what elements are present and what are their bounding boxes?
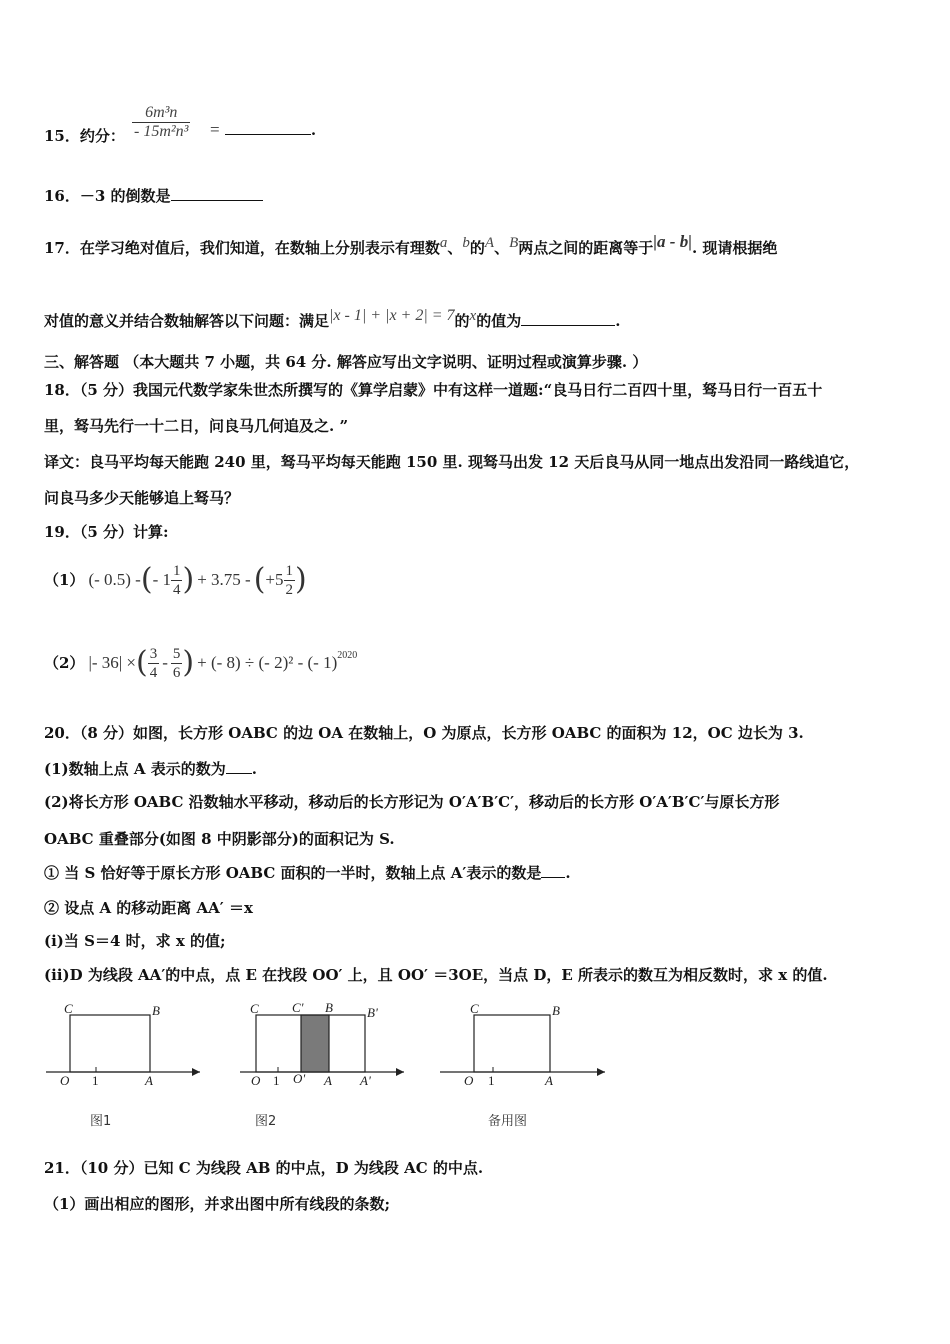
q20-line-7: (ⅰ)当 S＝4 时，求 x 的值; — [44, 932, 226, 950]
q19-p2-minus: - — [162, 653, 168, 672]
q19-p1-frac2-num: 1 — [285, 562, 294, 579]
q20-line-3: (2)将长方形 OABC 沿数轴水平移动，移动后的长方形记为 O′A′B′C′，移动后的长方形 O′A′B′C′与原长方形 — [44, 793, 780, 811]
q17-answer-blank[interactable] — [521, 311, 615, 326]
q19-p1-frac1-num: 1 — [172, 562, 181, 579]
q17-text-5: 的 — [454, 312, 470, 330]
q20-part1-blank[interactable] — [226, 759, 252, 774]
q19-p2-term-1: |- 36| × — [88, 653, 136, 672]
q19-p1-term-2: - 1 — [152, 570, 171, 589]
q15-fraction — [132, 104, 190, 141]
q17-sep-1: 、 — [447, 239, 463, 257]
q15-equals: = — [210, 120, 220, 139]
q19-p2-frac2-num: 5 — [172, 645, 181, 662]
fig2-label-1: 1 — [273, 1073, 280, 1088]
fig2-label-Bprime: B' — [367, 1005, 378, 1020]
figure-1 — [46, 1001, 200, 1088]
q17-text-2: 两点之间的距离等于 — [518, 239, 654, 257]
q17-var-b: b — [462, 235, 470, 251]
q19-p2-frac1-num: 3 — [149, 645, 158, 662]
q17-de: 的 — [469, 239, 485, 257]
fig3-label-A: A — [545, 1073, 553, 1088]
q20-part1-text: (1)数轴上点 A 表示的数为 — [44, 760, 226, 778]
q20-line-4: OABC 重叠部分(如图 8 中阴影部分)的面积记为 S. — [44, 830, 395, 848]
q20-part1-period: . — [251, 760, 257, 778]
q19-p2-term-2: + (- 8) ÷ (- 2)² - (- 1) — [197, 653, 338, 672]
q17-text-3: . 现请根据绝 — [691, 239, 778, 257]
q16-line — [44, 186, 263, 206]
q19-p2-frac1-den: 4 — [149, 664, 158, 681]
q19-p1-label: （1） — [44, 571, 85, 589]
q19-part-1: （1） (- 0.5) - ( - 1 $\frac{1}{4}$ ) + 3.75 - ( +5 $\frac{1}{2}$ ) — [44, 562, 307, 598]
q20-figures — [0, 995, 950, 1135]
q19-p2-exponent: 2020 — [337, 650, 358, 661]
q19-p2-label: （2） — [44, 654, 85, 672]
figure-3 — [440, 1001, 605, 1088]
q21-line-1: 21．（10 分）已知 C 为线段 AB 的中点，D 为线段 AC 的中点. — [44, 1159, 484, 1177]
fig3-caption: 备用图 — [488, 1114, 528, 1129]
q19-part-2: （2） |- 36| × ( $\frac{3}{4}$ - $\frac{5}{6}$ ) + (- 8) ÷ (- 2)² - (- 1) 2020 — [44, 645, 358, 681]
figure-2 — [240, 1000, 404, 1088]
section-3-heading: 三、解答题 （本大题共 7 小题，共 64 分. 解答应写出文字说明、证明过程或演算步骤. ） — [44, 353, 648, 371]
q18-line-2: 里，驽马先行一十二日，问良马几何追及之. ” — [44, 417, 349, 435]
q17-var-x: x — [469, 308, 477, 324]
q20-circle1-blank[interactable] — [541, 863, 565, 878]
q19-p2-frac2-den: 6 — [172, 664, 181, 681]
q20-line-5 — [44, 863, 571, 883]
q17-var-a: a — [439, 235, 448, 251]
fig2-overlap-shaded — [301, 1015, 329, 1072]
q18-line-3: 译文：良马平均每天能跑 240 里，驽马平均每天能跑 150 里. 现驽马出发 12 天后良马从同一地点出发沿同一路线追它， — [44, 453, 860, 471]
fig2-label-A: A — [324, 1073, 332, 1088]
fig2-label-Aprime: A' — [360, 1073, 371, 1088]
q19-p1-term-3: + 3.75 - — [197, 570, 251, 589]
q20-circle1-text: ① 当 S 恰好等于原长方形 OABC 面积的一半时，数轴上点 A′表示的数是 — [44, 864, 542, 882]
q19-p1-term-1: (- 0.5) - — [88, 570, 141, 589]
q17-point-A: A — [484, 235, 495, 251]
q20-circle1-period: . — [565, 864, 571, 882]
q19-p1-term-4: +5 — [265, 570, 284, 589]
fig2-caption: 图2 — [255, 1114, 277, 1129]
q17-line-2 — [44, 306, 620, 331]
q18-line-4: 问良马多少天能够追上驽马？ — [44, 489, 240, 507]
q17-text-6: 的值为 — [476, 312, 522, 330]
q16-answer-blank[interactable] — [171, 186, 263, 201]
fig2-label-Oprime: O' — [293, 1071, 306, 1086]
fig1-label-C: C — [64, 1001, 73, 1016]
fig1-label-O: O — [60, 1073, 70, 1088]
fig3-label-C: C — [470, 1001, 479, 1016]
q17-equation: |x - 1| + |x + 2| = 7 — [329, 307, 455, 324]
q15-period: . — [310, 121, 317, 139]
q17-point-B: B — [509, 235, 519, 251]
fig2-label-B: B — [325, 1000, 333, 1015]
q17-text-1: 17．在学习绝对值后，我们知道，在数轴上分别表示有理数 — [44, 239, 440, 257]
q19-heading: 19．（5 分）计算: — [44, 523, 169, 541]
q15-label: 15．约分： — [44, 127, 125, 145]
fig2-label-Cprime: C' — [292, 1000, 304, 1015]
q17-period: . — [615, 312, 621, 330]
fig1-label-A: A — [145, 1073, 153, 1088]
q17-line-1 — [44, 232, 777, 258]
q20-line-8: (ⅱ)D 为线段 AA′的中点，点 E 在找段 OO′ 上，且 OO′ ＝3OE，当点 D，E 所表示的数互为相反数时，求 x 的值. — [44, 966, 828, 984]
fig2-label-C: C — [250, 1001, 259, 1016]
q15-tail — [210, 120, 316, 140]
q19-p1-frac2-den: 2 — [285, 581, 294, 598]
q17-abs-a-b: |a - b| — [653, 232, 692, 251]
q19-p1-frac1-den: 4 — [172, 581, 181, 598]
q21-line-2: （1）画出相应的图形，并求出图中所有线段的条数; — [44, 1195, 390, 1213]
fig1-caption: 图1 — [90, 1114, 112, 1129]
q20-line-6: ② 设点 A 的移动距离 AA′ ＝x — [44, 899, 253, 917]
q15-numerator: 6m³n — [145, 104, 178, 121]
q17-text-4: 对值的意义并结合数轴解答以下问题：满足 — [44, 312, 330, 330]
q17-sep-2: 、 — [494, 239, 510, 257]
fig1-label-B: B — [152, 1003, 160, 1018]
fig3-label-O: O — [464, 1073, 474, 1088]
q20-line-1: 20．（8 分）如图，长方形 OABC 的边 OA 在数轴上，O 为原点，长方形 OABC 的面积为 12，OC 边长为 3. — [44, 724, 804, 742]
q15-answer-blank[interactable] — [225, 120, 311, 135]
fig3-label-B: B — [552, 1003, 560, 1018]
fig3-label-1: 1 — [488, 1073, 495, 1088]
fig2-label-O: O — [251, 1073, 261, 1088]
q20-line-2 — [44, 759, 257, 779]
q15-denominator: - 15m²n³ — [134, 123, 189, 140]
fig1-label-1: 1 — [92, 1073, 99, 1088]
q15-line — [44, 126, 125, 146]
q18-line-1: 18．（5 分）我国元代数学家朱世杰所撰写的《算学启蒙》中有这样一道题:“良马日行二百四十里，驽马日行一百五十 — [44, 381, 823, 399]
q16-text: 16．－3 的倒数是 — [44, 187, 171, 205]
